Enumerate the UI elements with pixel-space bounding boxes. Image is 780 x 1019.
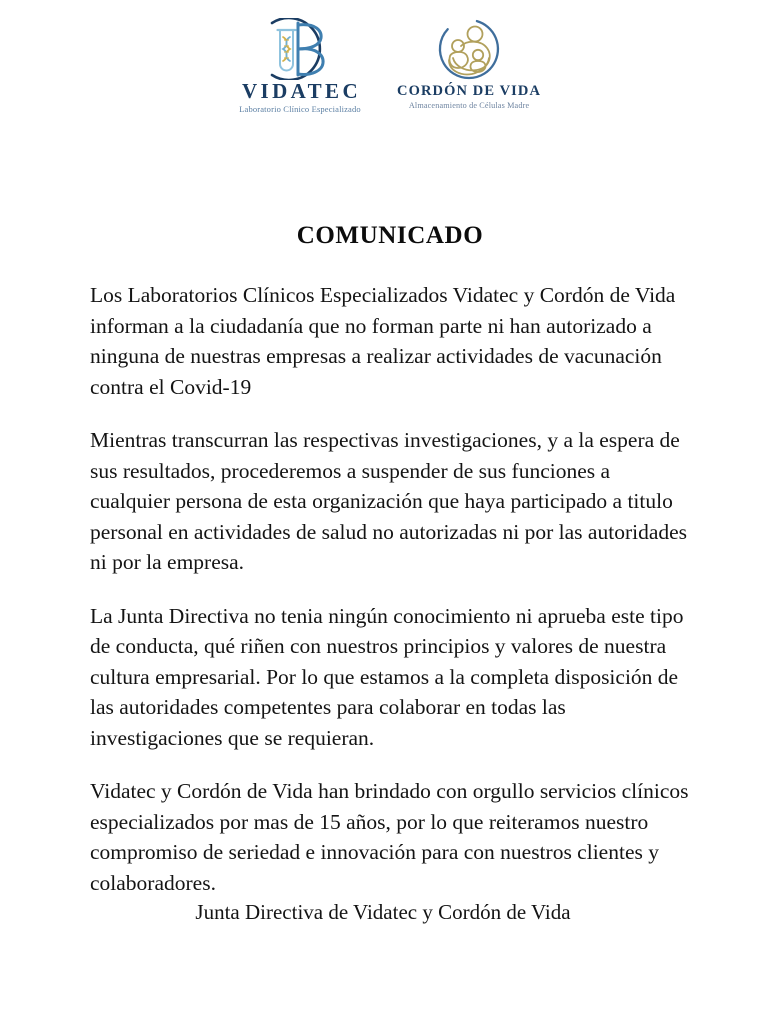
cordon-de-vida-logo	[397, 18, 541, 110]
mother-and-child-circle-icon	[409, 18, 529, 80]
cordon-de-vida-tagline: Almacenamiento de Células Madre	[408, 100, 530, 110]
test-tube-dna-arc-icon	[240, 18, 360, 80]
paragraph: Mientras transcurran las respectivas investigaciones, y a la espera de sus resultados, procederemos a suspender de sus funciones a cualquier persona de esta organización que haya participado a titulo personal en actividades de salud no autorizadas ni por las autoridades ni por la empresa.	[90, 428, 688, 574]
document-title: COMUNICADO	[296, 222, 484, 249]
logo-header	[0, 18, 780, 114]
vidatec-tagline: Laboratorio Clínico Especializado	[239, 104, 361, 114]
vidatec-wordmark: VIDATEC	[241, 79, 362, 103]
paragraph: Los Laboratorios Clínicos Especializados Vidatec y Cordón de Vida informan a la ciudadanía que no forman parte ni han autorizado a ninguna de nuestras empresas a realizar actividades de vacunación contra el Covid-19	[90, 283, 676, 399]
paragraph: Vidatec y Cordón de Vida han brindado con orgullo servicios clínicos especializados por mas de 15 años, por lo que reiteramos nuestro compromiso de seriedad e innovación para con nuestros clientes y colaboradores.	[90, 779, 689, 895]
document-body	[90, 280, 695, 898]
cordon-de-vida-wordmark: CORDÓN DE VIDA	[397, 83, 542, 99]
paragraph: La Junta Directiva no tenia ningún conocimiento ni aprueba este tipo de conducta, qué riñen con nuestros principios y valores de nuestra cultura empresarial. Por lo que estamos a la completa disposición de las autoridades competentes para colaborar en todas las investigaciones que se requieran.	[90, 603, 684, 750]
signature-line: Junta Directiva de Vidatec y Cordón de Vida	[195, 900, 571, 924]
vidatec-logo	[239, 18, 361, 114]
